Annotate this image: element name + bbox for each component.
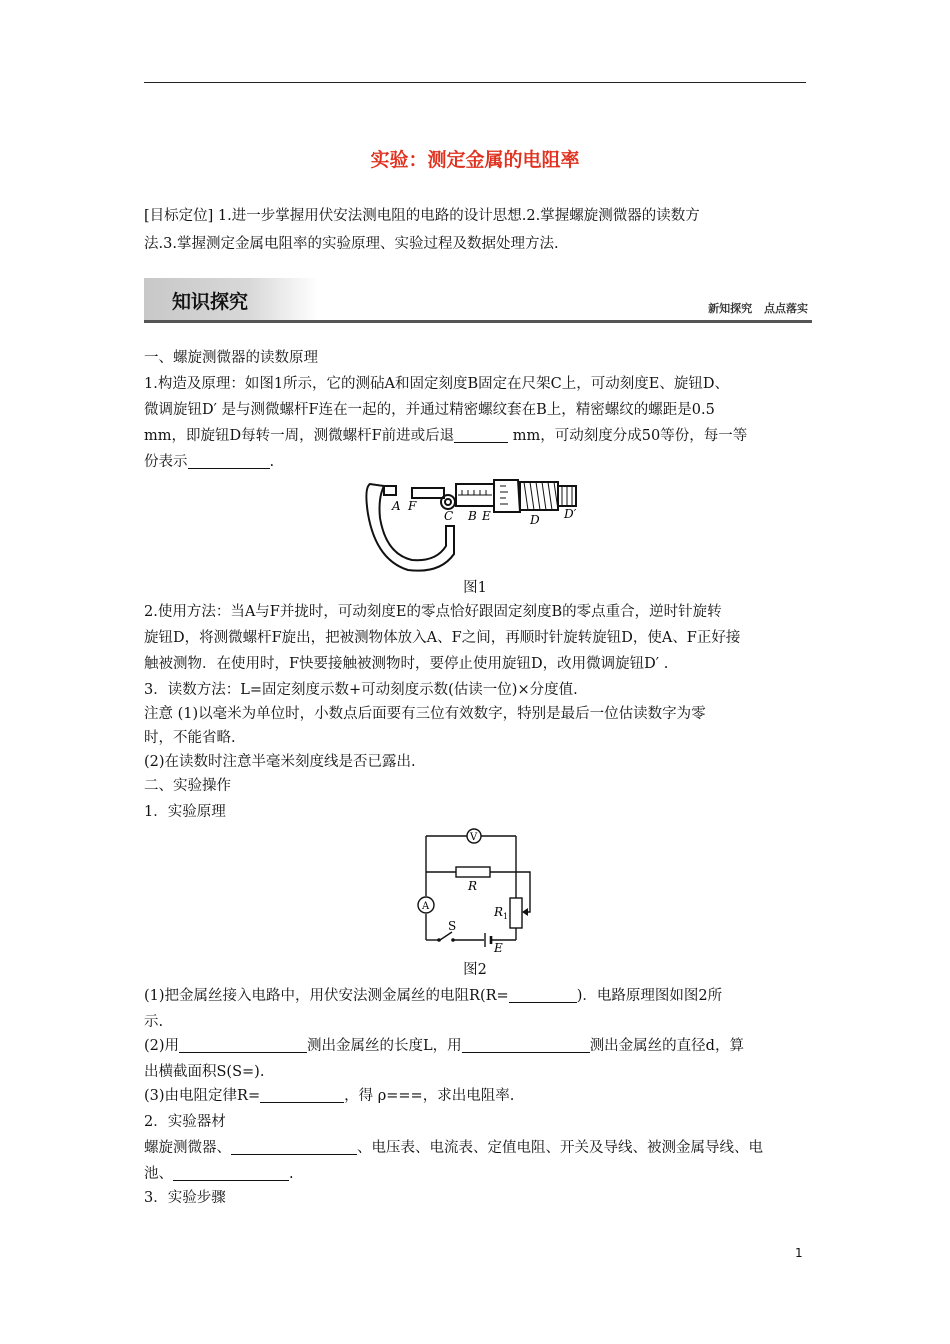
part1-p3: 3．读数方法：L=固定刻度示数+可动刻度示数(估读一位)×分度值.	[144, 682, 578, 698]
part2-item2-c: 测出金属丝的直径d，算	[589, 1038, 744, 1054]
part2-item3-a: (3)由电阻定律R=	[144, 1088, 261, 1104]
voltmeter-label: V	[470, 832, 478, 843]
part1-note-line1: 注意 (1)以毫米为单位时，小数点后面要有三位有效数字，特别是最后一位估读数字为零	[144, 706, 706, 722]
blank-pitch	[454, 426, 508, 443]
part2-item1	[144, 982, 808, 1010]
section-subtitle: 新知探究 点点落实	[708, 302, 808, 315]
part1-p2-line1: 2.使用方法：当A与F并拢时，可动刻度E的零点恰好跟固定刻度B的零点重合，逆时针旋转	[144, 604, 722, 620]
section-title: 知识探究	[172, 291, 249, 313]
part2-sub2: 2．实验器材	[144, 1114, 226, 1130]
part1-p1-line4	[144, 448, 808, 476]
page-title: 实验：测定金属的电阻率	[370, 149, 580, 171]
fig1-label-e: E	[482, 509, 491, 523]
blank-resistance	[509, 986, 577, 1003]
part2-item2	[144, 1032, 808, 1060]
part1-p1-line4-b: .	[269, 454, 275, 470]
fig1-label-a: A	[392, 499, 401, 513]
part1-p1-line1: 1.构造及原理：如图1所示，它的测砧A和固定刻度B固定在尺架C上，可动刻度E、旋钮D、	[144, 376, 729, 392]
part2-item3-b: ，得 ρ===，求出电阻率.	[344, 1088, 515, 1104]
circuit-figure	[410, 826, 536, 954]
part2-equipment-line1	[144, 1134, 808, 1162]
part2-equip-a: 螺旋测微器、	[144, 1140, 231, 1156]
section-rule	[144, 320, 812, 323]
blank-length-tool	[179, 1036, 307, 1053]
part1-heading: 一、螺旋测微器的读数原理	[144, 350, 318, 366]
part2-item1-c: 示.	[144, 1014, 164, 1030]
blank-resistance-law	[260, 1086, 344, 1103]
fig1-caption: 图1	[463, 580, 487, 596]
blank-division	[188, 452, 270, 469]
fig1-label-d: D	[530, 513, 540, 527]
blank-diameter-tool	[462, 1036, 590, 1053]
part1-p1-line2: 微调旋钮D′ 是与测微螺杆F连在一起的，并通过精密螺纹套在B上，精密螺纹的螺距是0.5	[144, 402, 715, 418]
part1-note-line2: 时，不能省略.	[144, 730, 236, 746]
fig1-label-b: B	[468, 509, 477, 523]
part1-note-line3: (2)在读数时注意半毫米刻度线是否已露出.	[144, 754, 416, 770]
switch-label: S	[448, 919, 457, 933]
fig1-label-f: F	[408, 499, 417, 513]
part2-item3	[144, 1082, 808, 1110]
battery-label: E	[494, 941, 503, 954]
ammeter-label: A	[422, 901, 430, 912]
page-number: 1	[795, 1246, 803, 1260]
objectives-line-2: 法.3.掌握测定金属电阻率的实验原理、实验过程及数据处理方法.	[144, 236, 559, 252]
part2-sub1: 1．实验原理	[144, 804, 226, 820]
fig2-caption: 图2	[463, 962, 487, 978]
fig1-label-c: C	[444, 509, 454, 523]
part2-heading: 二、实验操作	[144, 778, 231, 794]
part2-item1-a: (1)把金属丝接入电路中，用伏安法测金属丝的电阻R(R=	[144, 988, 509, 1004]
blank-equipment-2	[173, 1164, 289, 1181]
part1-p1-line3	[144, 422, 808, 450]
section-header	[144, 278, 812, 324]
part2-item2-b: 测出金属丝的长度L，用	[307, 1038, 462, 1054]
part2-equip-d: .	[289, 1166, 294, 1182]
part1-p2-line2: 旋钮D，将测微螺杆F旋出，把被测物体放入A、F之间，再顺时针旋转旋钮D，使A、F正好接	[144, 630, 741, 646]
resistor-label: R	[468, 879, 478, 893]
part1-p2-line3: 触被测物．在使用时，F快要接触被测物时，要停止使用旋钮D，改用微调旋钮D′ .	[144, 656, 669, 672]
part2-item2-a: (2)用	[144, 1038, 180, 1054]
part1-p1-line4-a: 份表示	[144, 454, 188, 470]
part2-item1-b: )．电路原理图如图2所	[576, 988, 723, 1004]
rheostat-label: R	[494, 905, 504, 919]
part2-sub3: 3．实验步骤	[144, 1190, 226, 1206]
part2-equip-c: 池、	[144, 1166, 173, 1182]
top-rule	[144, 82, 806, 83]
blank-equipment-1	[231, 1138, 357, 1155]
part1-p1-line3-a: mm，即旋钮D每转一周，测微螺杆F前进或后退	[144, 428, 455, 444]
part1-p1-line3-b: mm，可动刻度分成50等份，每一等	[508, 428, 748, 444]
part2-item2-d: 出横截面积S(S=).	[144, 1064, 265, 1080]
part2-equip-b: 、电压表、电流表、定值电阻、开关及导线、被测金属导线、电	[357, 1140, 763, 1156]
objectives-line-1: [目标定位] 1.进一步掌握用伏安法测电阻的电路的设计思想.2.掌握螺旋测微器的读数方	[144, 208, 700, 224]
micrometer-figure	[362, 474, 592, 576]
rheostat-slider-arrow	[522, 908, 528, 916]
rheostat-label-sub: 1	[503, 912, 509, 921]
fig1-label-d-prime: D′	[564, 507, 577, 521]
